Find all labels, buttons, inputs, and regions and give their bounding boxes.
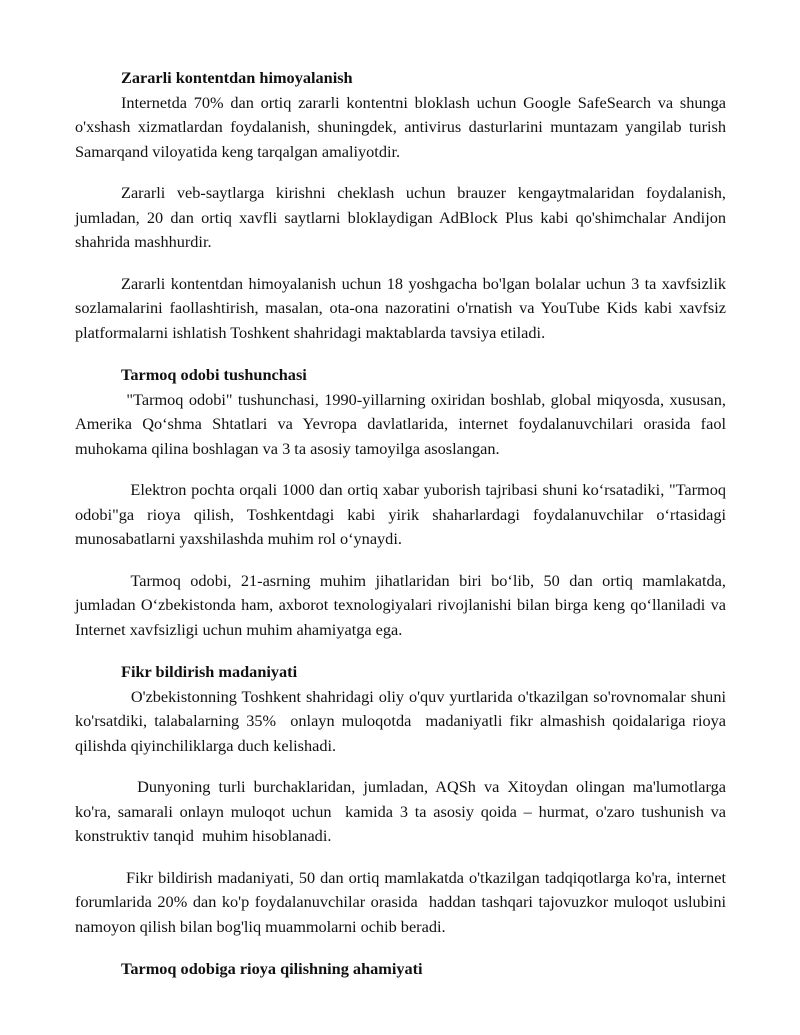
paragraph: O'zbekistonning Toshkent shahridagi oliy o'quv yurtlarida o'tkazilgan so'rovnomalar shuni ko'rsatdiki, talabalarning 35% onlayn muloqotda madaniyatli fikr almashish qoidalariga rioya qilishda qiyinchiliklarga duch kelishadi. bbox=[75, 686, 731, 755]
paragraph: Tarmoq odobi, 21-asrning muhim jihatlaridan biri bo‘lib, 50 dan ortiq mamlakatda, jumladan O‘zbekistonda ham, axborot texnologiyalari rivojlanishi bilan birga keng qo‘llaniladi va Internet xavfsizligi uchun muhim ahamiyatga ega. bbox=[75, 570, 731, 639]
section-heading-importance: Tarmoq odobiga rioya qilishning ahamiyati bbox=[121, 959, 423, 978]
paragraph: Elektron pochta orqali 1000 dan ortiq xabar yuborish tajribasi shuni ko‘rsatadiki, "Tarmoq odobi"ga rioya qilish, Toshkentdagi kabi yirik shaharlardagi foydalanuvchilar o‘rtasidagi munosabatlarni yaxshilashda muhim rol o‘ynaydi. bbox=[75, 480, 731, 548]
document-page bbox=[75, 66, 731, 982]
paragraph: Zararli veb-saytlarga kirishni cheklash uchun brauzer kengaytmalaridan foydalanish, jumladan, 20 dan ortiq xavfli saytlarni bloklaydigan AdBlock Plus kabi qo'shimchalar Andijon shahrida mashhurdir. bbox=[75, 183, 726, 251]
paragraph: Fikr bildirish madaniyati, 50 dan ortiq mamlakatda o'tkazilgan tadqiqotlarga ko'ra, internet forumlarida 20% dan ko'p foydalanuvchilar orasida haddan tashqari tajovuzkor muloqot uslubini namoyon qilish bilan bog'liq muammolarni ochib beradi. bbox=[75, 867, 731, 936]
paragraph: Internetda 70% dan ortiq zararli kontentni bloklash uchun Google SafeSearch va shunga o'xshash xizmatlardan foydalanish, shuningdek, antivirus dasturlarini muntazam yangilab turish Samarqand viloyatida keng tarqalgan amaliyotdir. bbox=[75, 92, 726, 161]
paragraph: Dunyoning turli burchaklaridan, jumladan, AQSh va Xitoydan olingan ma'lumotlarga ko'ra, samarali onlayn muloqot uchun kamida 3 ta asosiy qoida – hurmat, o'zaro tushunish va konstruktiv tanqid muhim hisoblanadi. bbox=[75, 777, 731, 845]
paragraph: "Tarmoq odobi" tushunchasi, 1990-yillarning oxiridan boshlab, global miqyosda, xususan, Amerika Qo‘shma Shtatlari va Yevropa davlatlarida, internet foydalanuvchilari orasida faol muhokama qilina boshlagan va 3 ta asosiy tamoyilga asoslangan. bbox=[75, 389, 731, 458]
section-heading-feedback-culture: Fikr bildirish madaniyati bbox=[121, 662, 298, 681]
section-heading-harmful-content: Zararli kontentdan himoyalanish bbox=[121, 68, 353, 87]
paragraph: Zararli kontentdan himoyalanish uchun 18 yoshgacha bo'lgan bolalar uchun 3 ta xavfsizlik sozlamalarini faollashtirish, masalan, ota-ona nazoratini o'rnatish va YouTube Kids kabi xavfsiz platformalarni ishlatish Toshkent shahridagi maktablarda tavsiya etiladi. bbox=[75, 273, 726, 342]
section-heading-network-etiquette: Tarmoq odobi tushunchasi bbox=[121, 365, 307, 384]
